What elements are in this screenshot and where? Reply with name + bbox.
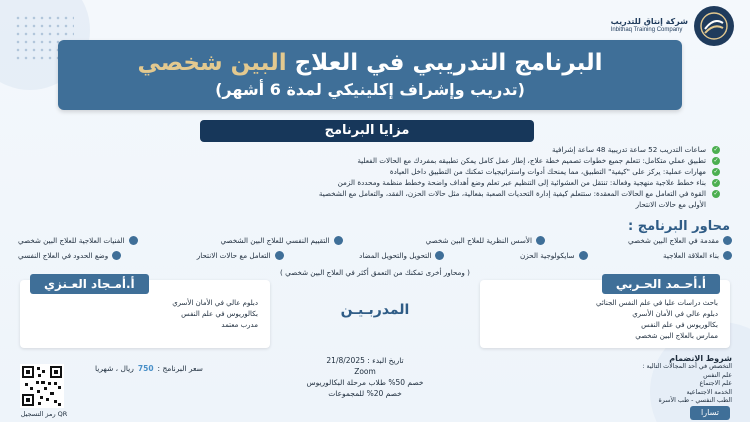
credential-item: باحث دراسات عليا في علم النفس الجنائي	[595, 299, 718, 307]
bullet-icon	[129, 236, 138, 245]
title-highlight: البين شخصي	[137, 50, 287, 76]
condition-item: الطب النفسي - طب الأسرة	[658, 397, 732, 404]
check-icon: ✓	[713, 190, 719, 197]
check-icon: ✓	[713, 168, 719, 175]
check-icon: ✓	[713, 146, 719, 153]
condition-item: علم النفس	[703, 371, 732, 379]
condition-item: علم الاجتماع	[699, 380, 732, 387]
feature-item: ✓ مهارات عملية: يركز على "كيفية" التطبيق، مما يمنحك أدوات واستراتيجيات تمكنك من التطبيق داخل العيادة	[389, 167, 719, 176]
logo-icon	[694, 6, 734, 46]
axes-row	[18, 251, 732, 260]
credential-item: دبلوم عالي في الأمان الأسري	[172, 299, 258, 307]
feature-item: ✓ القوة في التعامل مع الحالات المعقدة: ستتعلم كيفية إدارة التحديات الصعبة بفعالية، مثل حالات الحزن، الفقد، والتعامل مع الشخصية	[318, 189, 719, 198]
title-main: البرنامج التدريبي في العلاج	[294, 50, 603, 76]
credential-item: مدرب معتمد	[221, 321, 258, 329]
start-info	[255, 355, 475, 399]
bullet-icon	[435, 251, 444, 260]
condition-item: التخصص في أحد المجالات التالية :	[642, 363, 732, 370]
credential-item: ممارس بالعلاج البين شخصي	[635, 332, 718, 340]
trainer-card-left	[20, 277, 270, 348]
trainer-name: أ.أحـمد الحـربي	[602, 274, 720, 294]
axis-item: مقدمة في العلاج البين شخصي	[628, 236, 732, 245]
axes-heading: محاور البرنامج :	[627, 219, 730, 234]
trainer-name: أ.أمـجاد العـنزي	[30, 274, 149, 294]
trainer-card-right	[480, 277, 730, 348]
qr-code-icon[interactable]	[20, 364, 64, 408]
credential-item: دبلوم عالي في الأمان الأسري	[632, 310, 718, 318]
bullet-icon	[723, 251, 732, 260]
feature-item: ✓ ساعات التدريب 52 ساعة تدريبية 48 ساعة إشرافية	[551, 145, 719, 154]
credential-item: بكالوريوس في علم النفس	[181, 310, 258, 318]
credential-item: بكالوريوس في علم النفس	[641, 321, 718, 329]
join-conditions	[582, 354, 732, 406]
bullet-icon	[579, 251, 588, 260]
discount-students: خصم 50% طلاب مرحلة البكالوريوس	[306, 378, 424, 387]
features-heading: مزايا البرنامج	[200, 120, 534, 142]
axis-item: التعامل مع حالات الانتحار	[197, 251, 284, 260]
brand-badge: تسارا	[690, 406, 730, 420]
price-value: 750	[137, 364, 154, 373]
program-price	[95, 364, 203, 373]
price-unit: ريال ، شهريا	[95, 364, 134, 373]
logo-name-ar: شركة إنتاق للتدريب	[610, 17, 688, 27]
discount-groups: خصم 20% للمجموعات	[328, 389, 402, 398]
axis-item: التحويل والتحويل المضاد	[359, 251, 444, 260]
bullet-icon	[334, 236, 343, 245]
axis-item: التقييم النفسي للعلاج البين الشخصي	[221, 236, 343, 245]
start-date: تاريخ البدء : 21/8/2025	[326, 356, 404, 365]
conditions-list	[582, 363, 732, 406]
trainers-heading: المدربـيـن	[340, 302, 410, 318]
logo-name-en: Inbithaq Training Company	[610, 27, 683, 34]
delivery-mode: Zoom	[354, 367, 376, 376]
bullet-icon	[536, 236, 545, 245]
qr-caption: QR رمز التسجيل	[20, 410, 68, 418]
feature-item: ✓ بناء خطط علاجية منهجية وفعالة: تنتقل من العشوائية إلى التنظيم عبر تعلم وضع أهداف واضحة وخطط منظمة ومحددة الزمن	[337, 178, 719, 187]
axes-note: ( ومحاور أخرى تمكنك من التعمق أكثر في العلاج البين شخصي )	[280, 268, 470, 277]
bullet-icon	[723, 236, 732, 245]
check-icon: ✓	[713, 179, 719, 186]
axis-item: بناء العلاقة العلاجية	[663, 251, 732, 260]
axis-item: وضع الحدود في العلاج النفسي	[18, 251, 121, 260]
bullet-icon	[112, 251, 121, 260]
bullet-icon	[275, 251, 284, 260]
conditions-heading: شروط الانضمام	[669, 354, 732, 363]
feature-item: ✓ تطبيق عملي متكامل: تتعلم جميع خطوات تصميم خطة علاج، إطار عمل كامل يمكن تطبيقه بمفردك مع الحالات الفعلية	[357, 156, 719, 165]
page-title	[58, 50, 682, 76]
axes-row	[18, 236, 732, 245]
price-label: سعر البرنامج :	[157, 364, 203, 373]
check-icon: ✓	[713, 157, 719, 164]
feature-item-continuation: الأولى مع حالات الانتحار	[635, 200, 706, 209]
condition-item: الخدمة الاجتماعية	[686, 388, 732, 396]
axis-item: الأسس النظرية للعلاج البين شخصي	[426, 236, 545, 245]
axes-grid	[18, 236, 732, 266]
footer	[0, 350, 750, 422]
title-banner	[58, 40, 682, 110]
page-subtitle: (تدريب وإشراف إكلينيكي لمدة 6 أشهر)	[215, 80, 525, 99]
axis-item: سايكولوجية الحزن	[520, 251, 588, 260]
axis-item: الفنيات العلاجية للعلاج البين شخصي	[18, 236, 138, 245]
